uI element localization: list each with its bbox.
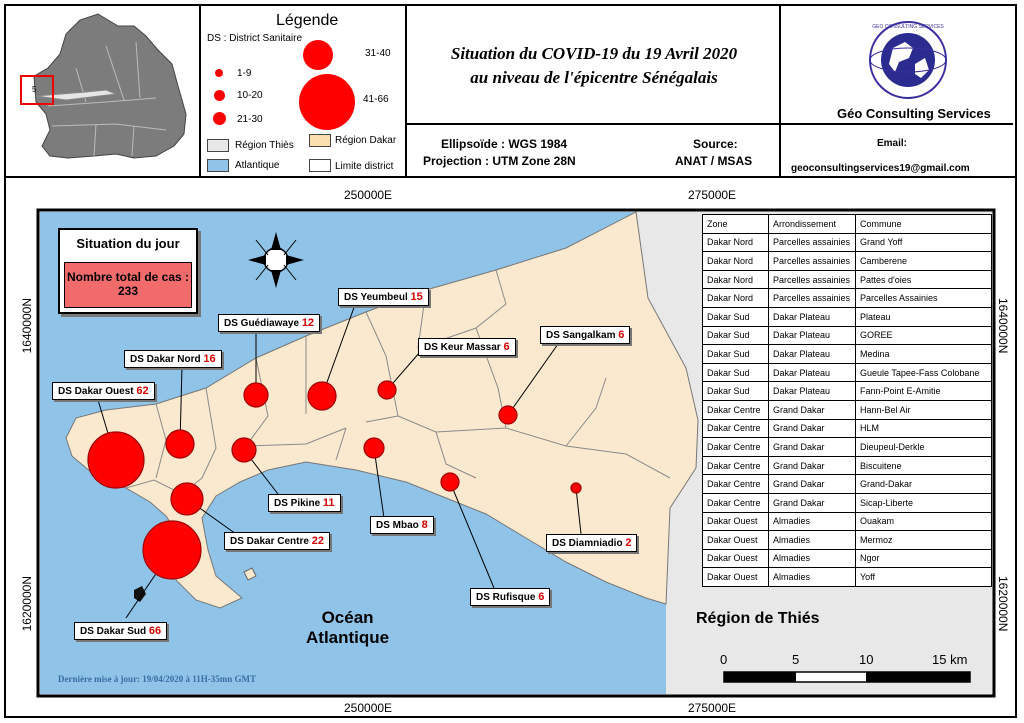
legend [201,6,407,176]
table-cell: Dakar Ouest [703,531,769,550]
label-ds-dakar-sud [74,622,167,640]
table-cell: Almadies [769,512,856,531]
table-cell: Grand Dakar [769,456,856,475]
circle-diamniadio [571,483,581,493]
table-row [703,456,992,475]
circle-guediawaye [244,383,268,407]
table-cell: Sicap-Liberte [856,493,992,512]
circle-keur-massar [378,381,396,399]
table-cell: Dakar Centre [703,456,769,475]
last-update-label: Dernière mise à jour: 19/04/2020 à 11H-35mn GMT [58,674,257,684]
ds-name: DS Mbao [376,520,419,531]
ds-name: DS Keur Massar [424,342,501,353]
ds-name: DS Dakar Nord [130,354,201,365]
table-row [703,512,992,531]
table-header-cell: Commune [856,215,992,234]
header [6,6,1015,178]
table-cell: Fann-Point E-Amitie [856,382,992,401]
table-cell: Dakar Plateau [769,363,856,382]
table-row [703,475,992,494]
table-cell: GOREE [856,326,992,345]
table-cell: Dieupeul-Derkle [856,438,992,457]
legend-dot-1-9 [215,69,223,77]
source-label: Source: [693,137,738,151]
table-cell: Dakar Sud [703,345,769,364]
circle-dakar-centre [171,483,203,515]
label-ds-keur-massar [418,338,516,356]
table-cell: Dakar Sud [703,382,769,401]
table-row [703,270,992,289]
coord-top-275000E: 275000E [688,188,737,202]
logo-box [781,6,1013,176]
legend-class-41-66: 41-66 [363,94,389,105]
table-cell: Dakar Plateau [769,307,856,326]
table-cell: Dakar Ouest [703,549,769,568]
table-cell: Dakar Sud [703,307,769,326]
logo-ring-text: GEO CONSULTING SERVICES [872,24,944,30]
legend-class-21-30: 21-30 [237,114,263,125]
inset-senegal-svg [6,6,201,176]
circle-rufisque [441,473,459,491]
table-cell: Dakar Sud [703,363,769,382]
table-cell: Ouakam [856,512,992,531]
table-cell: Dakar Plateau [769,382,856,401]
coord-right-1640000N: 1640000N [996,298,1010,354]
table-cell: Grand-Dakar [856,475,992,494]
table-cell: Dakar Plateau [769,326,856,345]
ds-cases: 6 [618,329,625,341]
title-divider [407,123,779,125]
circle-mbao [364,438,384,458]
ds-cases: 16 [203,353,216,365]
ds-cases: 6 [538,591,545,603]
table-header-row [703,215,992,234]
map-title-line2: au niveau de l'épicentre Sénégalais [470,68,718,87]
table-cell: Grand Dakar [769,419,856,438]
legend-region-dakar: Région Dakar [335,135,397,146]
table-row [703,326,992,345]
table-cell: Dakar Centre [703,400,769,419]
ds-name: DS Sangalkam [546,330,616,341]
summary-title: Situation du jour [76,236,180,251]
ds-cases: 11 [322,497,335,509]
table-row [703,382,992,401]
table-cell: Plateau [856,307,992,326]
inset-senegal-shape [34,14,186,158]
table-cell: Dakar Plateau [769,345,856,364]
table-row [703,289,992,308]
legend-swatch-limite [309,159,331,172]
ellipsoid-info: Ellipsoïde : WGS 1984 [441,137,568,151]
coord-bottom-250000E: 250000E [344,701,393,715]
legend-dot-10-20 [214,90,225,101]
table-row [703,493,992,512]
circle-dakar-sud [143,521,201,579]
coord-right-1620000N: 1620000N [996,576,1010,632]
summary-box [58,228,198,314]
ds-name: DS Guédiawaye [224,318,300,329]
label-ds-guediawaye [218,314,320,332]
summary-total-value: 233 [117,284,139,298]
table-row [703,307,992,326]
summary-total-label: Nombre total de cas : [66,270,190,284]
coord-left-1640000N: 1640000N [20,298,34,354]
label-ds-mbao [370,516,434,534]
legend-ds-note: DS : District Sanitaire [207,33,303,44]
ds-name: DS Dakar Centre [230,536,309,547]
ds-cases: 6 [503,341,510,353]
map-area [6,178,1015,718]
table-cell: Medina [856,345,992,364]
ds-name: DS Dakar Ouest [58,386,134,397]
table-cell: Hann-Bel Air [856,400,992,419]
ds-name: DS Diamniadio [552,538,623,549]
legend-dot-21-30 [213,112,226,125]
table-cell: Parcelles assainies [769,233,856,252]
table-cell: Grand Dakar [769,438,856,457]
inset-map [6,6,201,176]
ds-cases: 62 [136,385,149,397]
table-row [703,531,992,550]
legend-swatch-dakar [309,134,331,147]
ds-cases: 22 [311,535,324,547]
ds-name: DS Rufisque [476,592,536,603]
ds-name: DS Pikine [274,498,321,509]
globe-logo-icon [865,18,951,102]
table-cell: Pattes d'oies [856,270,992,289]
legend-class-31-40: 31-40 [365,48,391,59]
legend-class-1-9: 1-9 [237,68,252,79]
table-header-cell: Arrondissement [769,215,856,234]
ds-cases: 8 [421,519,428,531]
table-cell: Yoff [856,568,992,587]
projection-info: Projection : UTM Zone 28N [423,154,576,168]
ds-cases: 66 [148,625,162,637]
legend-atlantique: Atlantique [235,160,280,171]
scale-bar [724,672,970,682]
table-cell: Parcelles assainies [769,252,856,271]
table-row [703,419,992,438]
table-row [703,345,992,364]
source-value: ANAT / MSAS [675,154,753,168]
label-ds-dakar-nord [124,350,222,368]
table-cell: Almadies [769,568,856,587]
north-arrow-icon [248,232,304,288]
ds-cases: 2 [625,537,632,549]
table-cell: Dakar Sud [703,326,769,345]
circle-dakar-ouest [88,432,144,488]
ds-cases: 12 [301,317,315,329]
table-cell: Dakar Nord [703,252,769,271]
label-ds-dakar-centre [224,532,330,550]
scale-tick-15km: 15 km [932,652,968,667]
label-ds-yeumbeul [338,288,429,306]
table-cell: Dakar Nord [703,289,769,308]
table-cell: Grand Yoff [856,233,992,252]
email-label: Email: [877,138,908,149]
table-cell: Parcelles assainies [769,289,856,308]
table-row [703,568,992,587]
coord-left-1620000N: 1620000N [20,576,34,632]
logo-divider [781,123,1013,125]
table-cell: Dakar Centre [703,493,769,512]
circle-sangalkam [499,406,517,424]
table-row [703,400,992,419]
table-cell: Parcelles Assainies [856,289,992,308]
label-ds-dakar-ouest [52,382,155,400]
table-cell: Parcelles assainies [769,270,856,289]
ds-cases: 15 [410,291,423,303]
table-cell: Dakar Nord [703,270,769,289]
table-cell: Biscuitene [856,456,992,475]
table-row [703,233,992,252]
table-cell: Almadies [769,549,856,568]
label-ds-rufisque [470,588,550,606]
thies-label: Région de Thiés [696,610,820,627]
title-box [407,6,781,176]
commune-table-body [703,215,992,587]
table-cell: Dakar Centre [703,475,769,494]
table-cell: Dakar Centre [703,419,769,438]
table-row [703,363,992,382]
coord-bottom-275000E: 275000E [688,701,737,715]
label-ds-diamniadio [546,534,637,552]
table-row [703,549,992,568]
email-value: geoconsultingservices19@gmail.com [791,163,970,174]
table-cell: HLM [856,419,992,438]
table-cell: Gueule Tapee-Fass Colobane [856,363,992,382]
table-cell: Mermoz [856,531,992,550]
legend-class-10-20: 10-20 [237,90,263,101]
table-cell: Almadies [769,531,856,550]
circle-dakar-nord [166,430,194,458]
legend-title: Légende [276,12,339,29]
label-ds-sangalkam [540,326,630,344]
company-name: Géo Consulting Services [837,106,991,121]
legend-swatch-atlantique [207,159,229,172]
ds-name: DS Yeumbeul [344,292,408,303]
circle-pikine [232,438,256,462]
table-cell: Grand Dakar [769,400,856,419]
table-row [703,252,992,271]
table-cell: Dakar Centre [703,438,769,457]
scale-tick-5: 5 [792,652,800,667]
legend-swatch-thies [207,139,229,152]
ocean-label [306,608,389,648]
table-header-cell: Zone [703,215,769,234]
summary-total [64,262,192,308]
ds-name: DS Dakar Sud [80,626,147,637]
legend-dot-31-40 [303,40,333,70]
inset-marker-label: 5 [32,85,37,94]
legend-limite: Limite district [335,161,394,172]
table-cell: Grand Dakar [769,475,856,494]
scale-tick-10: 10 [859,652,874,667]
table-cell: Dakar Nord [703,233,769,252]
legend-dot-41-66 [299,74,355,130]
map-title-line1: Situation du COVID-19 du 19 Avril 2020 [450,44,738,63]
table-row [703,438,992,457]
ocean-label-line2: Atlantique [306,628,390,647]
map-frame [4,4,1017,718]
commune-table [702,214,992,587]
table-cell: Ngor [856,549,992,568]
coord-top-250000E: 250000E [344,188,393,202]
ocean-label-line1: Océan [321,608,374,627]
legend-region-thies: Région Thiès [235,140,294,151]
table-cell: Dakar Ouest [703,512,769,531]
table-cell: Camberene [856,252,992,271]
scale-tick-0: 0 [720,652,728,667]
circle-yeumbeul [308,382,336,410]
table-cell: Grand Dakar [769,493,856,512]
table-cell: Dakar Ouest [703,568,769,587]
label-ds-pikine [268,494,341,512]
